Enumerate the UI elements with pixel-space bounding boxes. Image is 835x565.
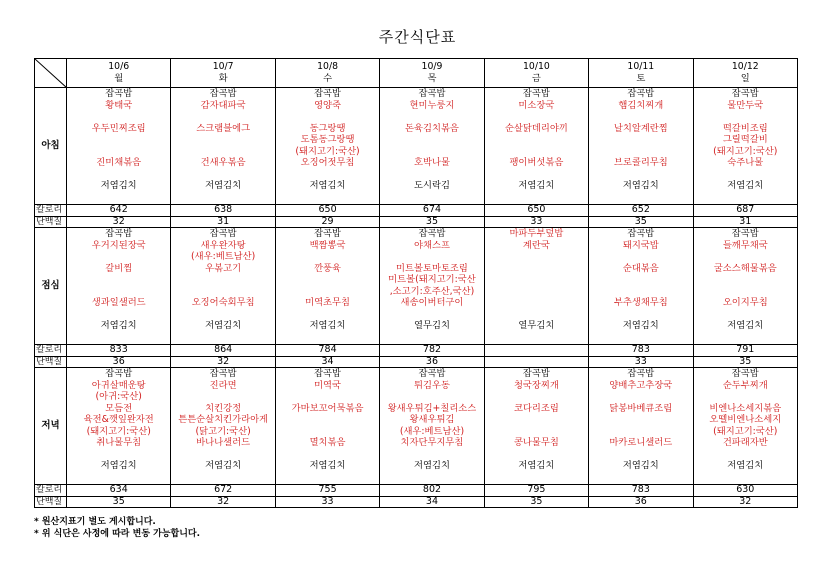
menu-cell (171, 368, 275, 485)
menu-item: 동그랑땡 (309, 122, 346, 134)
menu-item: 굴소스해물볶음 (713, 262, 777, 274)
menu-item (276, 391, 379, 403)
meal-label: 아침 (35, 88, 67, 205)
protein-value: 29 (275, 216, 379, 228)
calories-value: 791 (693, 345, 797, 357)
calories-value: 672 (171, 485, 275, 497)
menu-item: (새우:베트남산) (399, 425, 465, 437)
menu-item (171, 111, 274, 123)
menu-item: (돼지고기:국산) (713, 145, 778, 157)
menu-item: 잡곡밥 (209, 88, 237, 99)
protein-value: 35 (589, 216, 693, 228)
menu-item (589, 449, 692, 461)
calories-row (35, 485, 798, 497)
header-row (35, 59, 798, 88)
protein-value: 36 (67, 356, 171, 368)
protein-value: 34 (380, 496, 484, 508)
calories-value (484, 345, 588, 357)
menu-item (380, 251, 483, 263)
menu-item (485, 146, 588, 158)
protein-value: 31 (693, 216, 797, 228)
menu-cell (380, 368, 484, 485)
menu-item: 잡곡밥 (418, 228, 446, 239)
menu-item (276, 286, 379, 298)
menu-item: 잡곡밥 (105, 88, 133, 99)
protein-value: 35 (67, 496, 171, 508)
menu-item: 팽이버섯볶음 (509, 157, 564, 168)
day-weekday: 수 (323, 73, 333, 84)
menu-item (589, 414, 692, 426)
menu-item: 잡곡밥 (314, 368, 342, 379)
protein-value: 35 (484, 496, 588, 508)
menu-item: 왕새우튀김 (409, 414, 455, 425)
menu-cell (693, 88, 797, 205)
menu-item: 청국장찌개 (513, 379, 559, 391)
menu-item (67, 286, 170, 298)
menu-item (485, 391, 588, 403)
menu-item: 깐풍육 (314, 262, 342, 274)
menu-item: 코다리조림 (513, 402, 559, 414)
menu-item: (돼지고기:국산) (86, 425, 151, 437)
menu-item: 진미채볶음 (96, 157, 142, 168)
calories-value: 687 (693, 205, 797, 217)
menu-item: 도톰동그랑땡 (300, 134, 355, 145)
menu-item (276, 111, 379, 123)
menu-item (276, 449, 379, 461)
menu-item: 마파두부덮밥 (509, 228, 564, 239)
protein-value: 33 (275, 496, 379, 508)
day-header (275, 59, 379, 88)
calories-value: 802 (380, 485, 484, 497)
day-header (171, 59, 275, 88)
menu-item: 잡곡밥 (731, 228, 759, 239)
menu-item (485, 449, 588, 461)
menu-item (171, 146, 274, 158)
menu-item: 멸치볶음 (309, 437, 346, 448)
menu-item: 비엔나소세지볶음 (709, 402, 782, 414)
menu-cell (380, 88, 484, 205)
page-title: 주간식단표 (378, 28, 457, 46)
menu-item: 우볶고기 (205, 262, 242, 274)
menu-item: 아귀살매운탕 (91, 379, 146, 391)
meal-label: 저녁 (35, 368, 67, 485)
menu-item (67, 134, 170, 146)
day-date: 10/12 (731, 61, 759, 72)
menu-item: 잡곡밥 (418, 88, 446, 99)
menu-item (485, 251, 588, 263)
calories-value: 634 (67, 485, 171, 497)
menu-item: 저염김치 (309, 460, 346, 471)
note-change: * 위 식단은 사정에 따라 변동 가능합니다. (34, 529, 201, 539)
protein-value: 35 (693, 356, 797, 368)
menu-item (589, 169, 692, 181)
menu-item (485, 426, 588, 438)
menu-item (380, 169, 483, 181)
menu-cell (693, 228, 797, 345)
menu-item (67, 251, 170, 263)
menu-cell (67, 88, 171, 205)
menu-item: 잡곡밥 (522, 368, 550, 379)
menu-item: 생과일샐러드 (91, 297, 146, 308)
protein-value (484, 356, 588, 368)
menu-item (694, 111, 797, 123)
menu-item: 저염김치 (100, 460, 137, 471)
menu-cell (275, 368, 379, 485)
menu-item (276, 169, 379, 181)
day-weekday: 목 (427, 73, 437, 84)
menu-item (171, 391, 274, 403)
calories-value: 795 (484, 485, 588, 497)
menu-cell (171, 228, 275, 345)
menu-item (171, 274, 274, 286)
menu-item (276, 251, 379, 263)
menu-item: 저염김치 (518, 460, 555, 471)
menu-item (380, 134, 483, 146)
menu-item: 미소장국 (518, 99, 555, 111)
menu-item (589, 309, 692, 321)
menu-item: 영양죽 (314, 99, 342, 111)
menu-item: 현미누룽지 (409, 99, 455, 111)
menu-item: 잡곡밥 (522, 88, 550, 99)
protein-label: 단백질 (35, 496, 67, 508)
calories-row (35, 205, 798, 217)
calories-value: 642 (67, 205, 171, 217)
menu-cell (275, 88, 379, 205)
menu-item: 브로콜리무침 (613, 157, 668, 168)
menu-item: 콩나물무침 (513, 437, 559, 448)
menu-item: 저염김치 (414, 460, 450, 471)
calories-value: 782 (380, 345, 484, 357)
calories-value: 650 (275, 205, 379, 217)
menu-item: 저염김치 (100, 180, 137, 191)
menu-item: 도시락김 (414, 180, 450, 191)
menu-item (171, 449, 274, 461)
menu-item: 갈비찜 (105, 262, 133, 274)
menu-item: 오징어젓무침 (300, 157, 355, 168)
protein-value: 31 (171, 216, 275, 228)
menu-item (694, 274, 797, 286)
menu-item (171, 286, 274, 298)
menu-item: 치킨강정 (205, 402, 242, 414)
menu-item (589, 146, 692, 158)
protein-value: 33 (589, 356, 693, 368)
menu-item (485, 169, 588, 181)
menu-item: 잡곡밥 (209, 368, 237, 379)
note-origin: * 원산지표기 별도 게시합니다. (34, 517, 156, 527)
calories-value: 630 (693, 485, 797, 497)
menu-item: 저염김치 (309, 320, 346, 331)
menu-item: 야채스프 (414, 239, 450, 251)
day-weekday: 화 (218, 73, 228, 84)
protein-value: 36 (380, 356, 484, 368)
menu-item (485, 414, 588, 426)
menu-item (276, 309, 379, 321)
notes (34, 516, 200, 540)
menu-item (380, 391, 483, 403)
menu-item (171, 309, 274, 321)
calories-value: 833 (67, 345, 171, 357)
menu-item (589, 274, 692, 286)
menu-item: 저염김치 (727, 320, 764, 331)
menu-item: 새송이버터구이 (400, 297, 464, 308)
menu-item (67, 169, 170, 181)
menu-item (380, 146, 483, 158)
menu-item: 취나물무침 (96, 437, 142, 448)
menu-cell (589, 88, 693, 205)
menu-item (276, 414, 379, 426)
menu-item (694, 169, 797, 181)
menu-item: 돼지국밥 (622, 239, 659, 251)
day-header (67, 59, 171, 88)
menu-item: 우두민찌조림 (91, 122, 146, 134)
corner-cell (35, 59, 67, 88)
menu-item: 물만두국 (727, 99, 764, 111)
menu-item: 새우완자탕 (200, 239, 246, 251)
menu-item: 미트볼(돼지고기:국산 (388, 274, 476, 285)
menu-item (589, 134, 692, 146)
calories-value: 784 (275, 345, 379, 357)
menu-cell (693, 368, 797, 485)
menu-cell (67, 228, 171, 345)
day-weekday: 월 (114, 73, 124, 84)
menu-item: 오이지무침 (722, 297, 768, 308)
calories-label: 칼로리 (35, 205, 67, 217)
day-weekday: 금 (531, 73, 541, 84)
menu-item: 건새우볶음 (200, 157, 246, 168)
menu-item (67, 449, 170, 461)
menu-item: 잡곡밥 (105, 368, 133, 379)
menu-item (485, 134, 588, 146)
menu-item: 잡곡밥 (209, 228, 237, 239)
menu-item (485, 297, 588, 309)
menu-item: 잡곡밥 (418, 368, 446, 379)
menu-item (589, 251, 692, 263)
menu-item: 미역국 (314, 379, 342, 391)
day-date: 10/8 (317, 61, 338, 72)
menu-item: 오뗄비엔나소세지 (709, 414, 782, 425)
menu-item (67, 274, 170, 286)
menu-item (485, 274, 588, 286)
menu-item: 부추생채무침 (613, 297, 668, 308)
menu-item: 잡곡밥 (105, 228, 133, 239)
protein-value: 32 (171, 356, 275, 368)
menu-item: 미역초무침 (305, 297, 350, 308)
calories-label: 칼로리 (35, 345, 67, 357)
menu-item: 날치알계란찜 (613, 122, 668, 134)
day-date: 10/10 (523, 61, 550, 72)
menu-item: 돈육김치볶음 (405, 122, 459, 134)
protein-value: 35 (380, 216, 484, 228)
menu-item: 우거지된장국 (91, 239, 146, 251)
protein-value: 34 (275, 356, 379, 368)
menu-item: 열무김치 (414, 320, 450, 331)
calories-value: 652 (589, 205, 693, 217)
menu-cell (484, 368, 588, 485)
menu-item: 백짬뽕국 (309, 239, 346, 251)
menu-item: 그릴떡갈비 (722, 134, 768, 145)
menu-item: (닭고기:국산) (195, 425, 251, 437)
menu-item: 스크램블에그 (196, 122, 251, 134)
menu-item: 진라면 (209, 379, 237, 391)
protein-row (35, 216, 798, 228)
menu-item: 저염김치 (622, 320, 659, 331)
menu-cell (589, 368, 693, 485)
menu-item: 열무김치 (518, 320, 555, 331)
menu-item: 저염김치 (727, 180, 764, 191)
menu-cell (380, 228, 484, 345)
menu-item (589, 426, 692, 438)
menu-item: 저염김치 (309, 180, 346, 191)
menu-item (171, 169, 274, 181)
menu-item (694, 449, 797, 461)
day-date: 10/6 (108, 61, 130, 72)
menu-item: 왕새우튀김+칠리소스 (387, 402, 477, 414)
day-date: 10/9 (421, 61, 443, 72)
menu-item (589, 391, 692, 403)
menu-item (694, 251, 797, 263)
menu-item: 잡곡밥 (731, 368, 759, 379)
menu-item: 저염김치 (518, 180, 555, 191)
menu-item (694, 391, 797, 403)
menu-item: 마카로니샐러드 (609, 437, 673, 448)
menu-item (171, 134, 274, 146)
menu-item: 가마보꼬어묵볶음 (291, 402, 364, 414)
menu-item: 잡곡밥 (627, 88, 655, 99)
menu-cell (484, 228, 588, 345)
calories-value: 674 (380, 205, 484, 217)
weekly-menu-table (34, 58, 798, 508)
menu-item: 숙주나물 (727, 157, 764, 168)
menu-item: 감자대파국 (200, 99, 246, 111)
calories-value: 650 (484, 205, 588, 217)
day-weekday: 일 (740, 73, 750, 84)
menu-item: (새우:베트남산) (190, 251, 256, 262)
menu-item: 잡곡밥 (314, 228, 342, 239)
menu-item: 순살닭데리야끼 (504, 122, 568, 134)
menu-item (276, 274, 379, 286)
menu-item (694, 309, 797, 321)
menu-item (589, 111, 692, 123)
menu-item: 건파래자반 (722, 437, 768, 448)
menu-cell (484, 88, 588, 205)
menu-item: 순대볶음 (622, 262, 659, 274)
meal-row (35, 228, 798, 345)
menu-item: 황태국 (105, 99, 133, 111)
calories-value: 864 (171, 345, 275, 357)
menu-item (380, 309, 483, 321)
menu-item: 저염김치 (100, 320, 137, 331)
meal-label: 점심 (35, 228, 67, 345)
menu-item (589, 286, 692, 298)
menu-item (485, 286, 588, 298)
meal-row (35, 368, 798, 485)
protein-value: 32 (171, 496, 275, 508)
menu-item: 떡갈비조림 (722, 122, 768, 134)
menu-cell (275, 228, 379, 345)
menu-item: 잡곡밥 (627, 228, 655, 239)
menu-item: 저염김치 (622, 460, 659, 471)
calories-row (35, 345, 798, 357)
menu-item: 잡곡밥 (627, 368, 655, 379)
menu-item (694, 286, 797, 298)
menu-item (485, 263, 588, 275)
menu-item: 치자단무지무침 (400, 437, 464, 448)
menu-item (380, 111, 483, 123)
menu-item: (아귀:국산) (95, 391, 142, 402)
protein-row (35, 356, 798, 368)
day-date: 10/7 (212, 61, 234, 72)
menu-item: 모듬전 (105, 402, 133, 414)
menu-item: 튼튼순살치킨가라아게 (178, 414, 269, 425)
menu-item (67, 146, 170, 158)
menu-item: 계란국 (522, 239, 550, 251)
menu-item: 닭봉바베큐조림 (609, 402, 673, 414)
menu-item (485, 309, 588, 321)
calories-value: 783 (589, 345, 693, 357)
menu-item: 양배추고추장국 (609, 379, 673, 391)
menu-item (67, 309, 170, 321)
protein-value: 33 (484, 216, 588, 228)
day-header (693, 59, 797, 88)
menu-item: 저염김치 (727, 460, 764, 471)
menu-item: (돼지고기:국산) (295, 145, 360, 157)
day-weekday: 토 (636, 73, 646, 84)
menu-item: 저염김치 (622, 180, 659, 191)
menu-item: 잡곡밥 (731, 88, 759, 99)
calories-label: 칼로리 (35, 485, 67, 497)
menu-cell (67, 368, 171, 485)
menu-item (67, 111, 170, 123)
menu-item (276, 426, 379, 438)
meal-row (35, 88, 798, 205)
menu-cell (171, 88, 275, 205)
menu-item: 호박나물 (414, 157, 450, 168)
menu-item: 미트볼토마토조림 (396, 262, 468, 274)
protein-value: 32 (67, 216, 171, 228)
protein-value: 36 (589, 496, 693, 508)
menu-item: 튀김우동 (414, 379, 450, 391)
menu-item: 오징어숙회무침 (191, 297, 255, 308)
menu-item: 저염김치 (205, 460, 242, 471)
calories-value: 755 (275, 485, 379, 497)
day-date: 10/11 (627, 61, 655, 72)
menu-item: 들깨무채국 (722, 239, 768, 251)
protein-row (35, 496, 798, 508)
day-header (380, 59, 484, 88)
menu-item: 육전&깻잎완자전 (83, 414, 154, 425)
menu-item: 바나나샐러드 (196, 437, 251, 448)
protein-label: 단백질 (35, 216, 67, 228)
menu-item: 잡곡밥 (314, 88, 342, 99)
menu-item (380, 449, 483, 461)
menu-item: (돼지고기:국산) (713, 425, 778, 437)
menu-cell (589, 228, 693, 345)
day-header (589, 59, 693, 88)
protein-value: 32 (693, 496, 797, 508)
menu-item (485, 111, 588, 123)
day-header (484, 59, 588, 88)
protein-label: 단백질 (35, 356, 67, 368)
menu-item: 순두부찌개 (722, 379, 768, 391)
menu-item: 저염김치 (205, 180, 242, 191)
menu-item: ,소고기:호주산,국산) (389, 285, 475, 297)
diagonal-line (35, 59, 67, 88)
menu-item: 햄김치찌개 (618, 99, 664, 111)
calories-value: 783 (589, 485, 693, 497)
calories-value: 638 (171, 205, 275, 217)
menu-item: 저염김치 (205, 320, 242, 331)
